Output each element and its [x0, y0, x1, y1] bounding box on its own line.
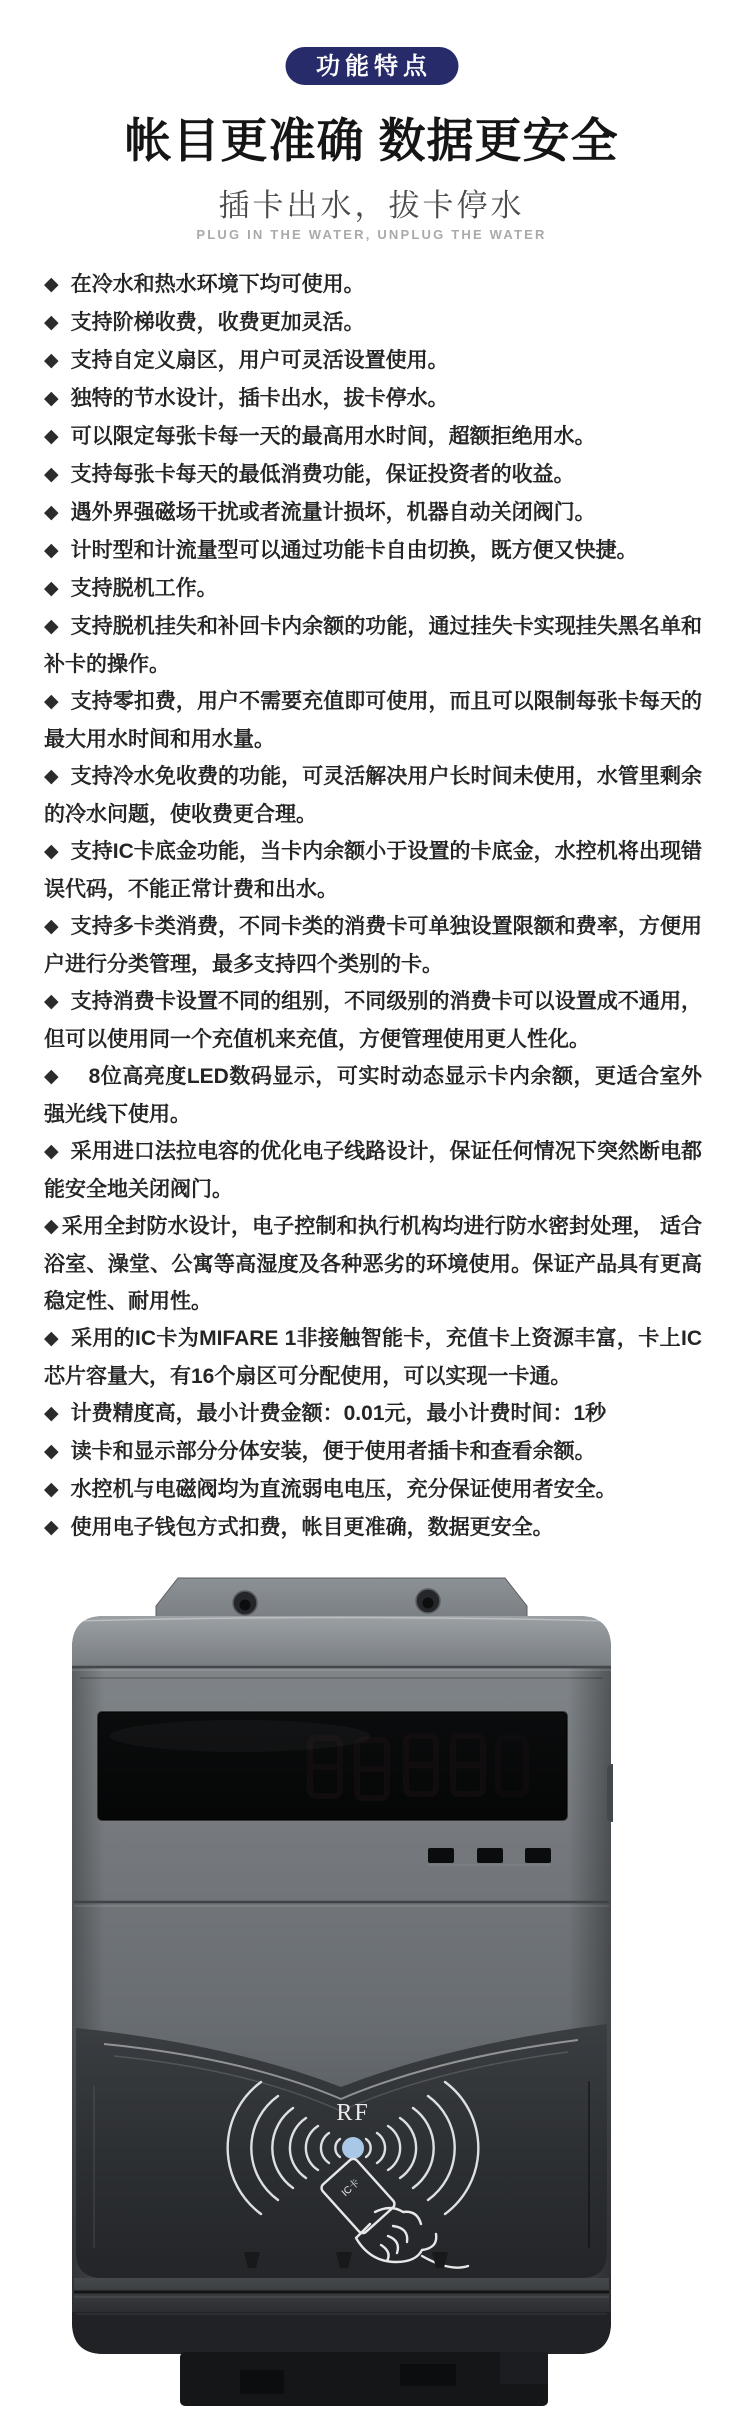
feature-item — [44, 1320, 702, 1395]
feature-item — [44, 532, 702, 570]
diamond-bullet-icon: ◆ — [44, 766, 59, 787]
feature-item — [44, 1509, 702, 1547]
page-subtitle: 插卡出水，拔卡停水 — [218, 188, 525, 223]
diamond-bullet-icon: ◆ — [44, 1216, 59, 1237]
feature-text: 支持脱机挂失和补回卡内余额的功能，通过挂失卡实现挂失黑名单和补卡的操作。 — [44, 615, 702, 676]
feature-text: 支持零扣费，用户不需要充值即可使用，而且可以限制每张卡每天的最大用水时间和用水量。 — [44, 690, 702, 751]
feature-item — [44, 1395, 702, 1433]
feature-item — [44, 304, 702, 342]
feature-text: 可以限定每张卡每一天的最高用水时间，超额拒绝用水。 — [70, 425, 596, 448]
led-display — [98, 1712, 567, 1820]
feature-text: 支持冷水免收费的功能，可灵活解决用户长时间未使用，水管里剩余的冷水问题，使收费更合理。 — [44, 765, 702, 826]
feature-text: 采用的IC卡为MIFARE 1非接触智能卡，充值卡上资源丰富，卡上IC芯片容量大，有16个扇区可分配使用，可以实现一卡通。 — [44, 1327, 702, 1388]
diamond-bullet-icon: ◆ — [44, 578, 59, 599]
diamond-bullet-icon: ◆ — [44, 841, 59, 862]
feature-text: 使用电子钱包方式扣费，帐目更准确，数据更安全。 — [70, 1516, 554, 1539]
diamond-bullet-icon: ◆ — [44, 502, 59, 523]
rf-label: RF — [336, 2100, 370, 2126]
feature-text: 采用进口法拉电容的优化电子线路设计，保证任何情况下突然断电都能安全地关闭阀门。 — [44, 1140, 702, 1201]
screw-hole-icon — [416, 1589, 440, 1613]
feature-text: 遇外界强磁场干扰或者流量计损坏，机器自动关闭阀门。 — [70, 501, 596, 524]
diamond-bullet-icon: ◆ — [44, 1403, 59, 1424]
diamond-bullet-icon: ◆ — [44, 691, 59, 712]
diamond-bullet-icon: ◆ — [44, 991, 59, 1012]
feature-text: 读卡和显示部分分体安装，便于使用者插卡和查看余额。 — [70, 1440, 596, 1463]
mounting-base — [180, 2352, 548, 2406]
page-subtitle-english: PLUG IN THE WATER, UNPLUG THE WATER — [196, 227, 547, 242]
feature-text: 独特的节水设计，插卡出水，拔卡停水。 — [70, 387, 449, 410]
diamond-bullet-icon: ◆ — [44, 916, 59, 937]
feature-text: 8位高亮度LED数码显示，可实时动态显示卡内余额，更适合室外强光线下使用。 — [44, 1065, 702, 1126]
feature-item — [44, 266, 702, 304]
diamond-bullet-icon: ◆ — [44, 1441, 59, 1462]
diamond-bullet-icon: ◆ — [44, 464, 59, 485]
feature-text: 支持脱机工作。 — [70, 577, 218, 600]
feature-item — [44, 418, 702, 456]
feature-item — [44, 494, 702, 532]
feature-item — [44, 683, 702, 758]
feature-text: 支持阶梯收费，收费更加灵活。 — [70, 311, 365, 334]
diamond-bullet-icon: ◆ — [44, 388, 59, 409]
diamond-bullet-icon: ◆ — [44, 1479, 59, 1500]
device-top-cap — [72, 1616, 611, 1666]
feature-item — [44, 1433, 702, 1471]
feature-text: 采用全封防水设计，电子控制和执行机构均进行防水密封处理， 适合浴室、澡堂、公寓等高湿度及各种恶劣的环境使用。保证产品具有更高稳定性、耐用性。 — [44, 1215, 702, 1313]
feature-text: 水控机与电磁阀均为直流弱电电压，充分保证使用者安全。 — [70, 1478, 617, 1501]
feature-text: 计费精度高，最小计费金额：0.01元，最小计费时间：1秒 — [70, 1402, 607, 1425]
feature-item — [44, 833, 702, 908]
indicator-window — [477, 1848, 503, 1863]
diamond-bullet-icon: ◆ — [44, 312, 59, 333]
diamond-bullet-icon: ◆ — [44, 426, 59, 447]
indicator-window — [525, 1848, 551, 1863]
diamond-bullet-icon: ◆ — [44, 616, 59, 637]
diamond-bullet-icon: ◆ — [44, 1328, 59, 1349]
water-controller-device — [70, 1566, 613, 2411]
indicator-window — [428, 1848, 454, 1863]
diamond-bullet-icon: ◆ — [44, 540, 59, 561]
device-bottom — [72, 2278, 611, 2354]
diamond-bullet-icon: ◆ — [44, 1066, 59, 1087]
diamond-bullet-icon: ◆ — [44, 350, 59, 371]
card-label: IC卡 — [339, 2177, 363, 2199]
feature-item — [44, 908, 702, 983]
indicator-windows — [428, 1848, 551, 1865]
feature-text: 支持自定义扇区，用户可灵活设置使用。 — [70, 349, 449, 372]
feature-item — [44, 570, 702, 608]
feature-item — [44, 1208, 702, 1320]
feature-text: 支持消费卡设置不同的组别，不同级别的消费卡可以设置成不通用，但可以使用同一个充值机来充值，方便管理使用更人性化。 — [44, 990, 702, 1051]
feature-item — [44, 1133, 702, 1208]
feature-item — [44, 758, 702, 833]
feature-text: 支持每张卡每天的最低消费功能，保证投资者的收益。 — [70, 463, 575, 486]
rf-dot — [342, 2137, 364, 2159]
page-title: 帐目更准确 数据更安全 — [124, 114, 619, 167]
feature-list — [44, 266, 702, 1547]
diamond-bullet-icon: ◆ — [44, 1517, 59, 1538]
feature-item — [44, 380, 702, 418]
feature-item — [44, 1058, 702, 1133]
side-tab — [607, 1764, 613, 1822]
feature-item — [44, 456, 702, 494]
feature-text: 支持多卡类消费，不同卡类的消费卡可单独设置限额和费率，方便用户进行分类管理，最多支持四个类别的卡。 — [44, 915, 702, 976]
section-badge: 功能特点 — [285, 47, 458, 85]
screw-hole-icon — [233, 1591, 257, 1615]
diamond-bullet-icon: ◆ — [44, 1141, 59, 1162]
product-photo — [70, 1566, 613, 2411]
feature-text: 支持IC卡底金功能，当卡内余额小于设置的卡底金，水控机将出现错误代码，不能正常计费和出水。 — [44, 840, 702, 901]
feature-text: 计时型和计流量型可以通过功能卡自由切换，既方便又快捷。 — [70, 539, 638, 562]
feature-item — [44, 342, 702, 380]
feature-text: 在冷水和热水环境下均可使用。 — [70, 273, 365, 296]
feature-item — [44, 983, 702, 1058]
feature-item — [44, 608, 702, 683]
feature-item — [44, 1471, 702, 1509]
diamond-bullet-icon: ◆ — [44, 274, 59, 295]
